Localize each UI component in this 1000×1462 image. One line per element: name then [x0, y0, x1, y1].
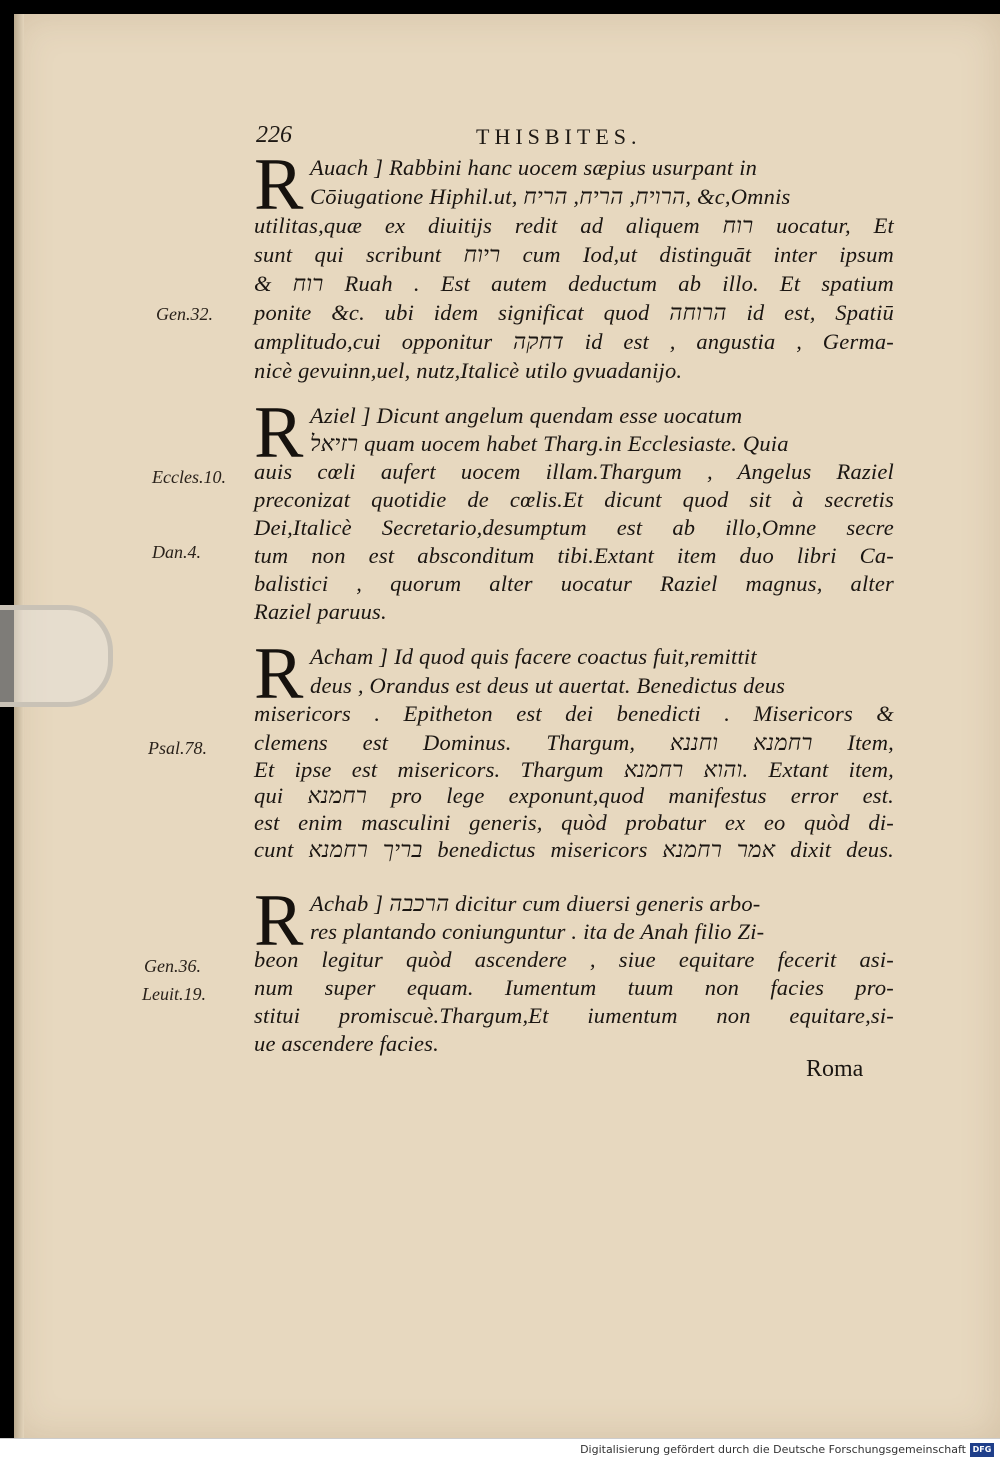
footer-credit: Digitalisierung gefördert durch die Deutsche Forschungsgemeinschaft: [580, 1443, 966, 1456]
drop-cap: R: [254, 880, 304, 962]
text-line: est enim masculini generis, quòd probatur ex eo quòd di-: [254, 810, 894, 835]
text-line: sunt qui scribunt ריוח cum Iod,ut distinguāt inter ipsum: [254, 242, 894, 267]
margin-note: Psal.78.: [148, 738, 208, 758]
text-line: clemens est Dominus. Thargum, רחמנא וחננא Item,: [254, 730, 894, 755]
text-line: res plantando coniunguntur . ita de Anah filio Zi-: [310, 919, 765, 944]
text-line: utilitas,quæ ex diuitijs redit ad aliquem רוח uocatur, Et: [254, 213, 894, 238]
text-line: Achab ] הרכבה dicitur cum diuersi generis arbo-: [310, 891, 761, 916]
text-line: Raziel paruus.: [254, 599, 387, 624]
text-line: deus , Orandus est deus ut auertat. Benedictus deus: [310, 673, 786, 698]
running-title: THISBITES.: [476, 124, 642, 149]
text-line: Dei,Italicè Secretario,desumptum est ab illo,Omne secre: [254, 515, 894, 540]
text-line: Et ipse est misericors. Thargum והוא רחמנא. Extant item,: [254, 757, 894, 782]
text-line: auis cœli aufert uocem illam.Thargum , Angelus Raziel: [254, 459, 894, 484]
text-line: misericors . Epitheton est dei benedicti . Misericors &: [254, 701, 894, 726]
text-line: balistici , quorum alter uocatur Raziel magnus, alter: [254, 571, 894, 596]
text-line: Acham ] Id quod quis facere coactus fuit,remittit: [310, 644, 757, 669]
text-line: Auach ] Rabbini hanc uocem sæpius usurpant in: [310, 155, 758, 180]
text-line: Cōiugatione Hiphil.ut, הרויח, הריח, הריח, &c,Omnis: [310, 184, 791, 209]
page-number: 226: [256, 122, 292, 148]
text-line: tum non est absconditum tibi.Extant item duo libri Ca-: [254, 543, 894, 568]
margin-note: Gen.32.: [156, 304, 213, 324]
text-line: num super equam. Iumentum tuum non facies pro-: [254, 975, 894, 1000]
text-line: stitui promiscuè.Thargum,Et iumentum non equitare,si-: [254, 1003, 894, 1028]
page-gutter-edge: [14, 14, 24, 1438]
text-line: preconizat quotidie de cœlis.Et dicunt quod sit à secretis: [254, 487, 894, 512]
text-line: & רוח Ruah . Est autem deductum ab illo. Et spatium: [254, 271, 894, 296]
text-line: nicè gevuinn,uel, nutz,Italicè utilo gvuadanijo.: [254, 358, 683, 383]
text-line: qui רחמנא pro lege exponunt,quod manifestus error est.: [254, 783, 894, 808]
catchword: Roma: [806, 1056, 864, 1082]
top-border: [0, 0, 1000, 14]
page-clip: [0, 605, 113, 707]
drop-cap: R: [254, 392, 304, 474]
margin-note: Eccles.10.: [152, 467, 226, 487]
text-line: Aziel ] Dicunt angelum quendam esse uocatum: [310, 403, 743, 428]
page-header: [256, 122, 896, 152]
text-line: cunt בריך רחמנא benedictus misericors אמר רחמנא dixit deus.: [254, 837, 894, 862]
dfg-logo: DFG: [970, 1443, 994, 1457]
margin-note: Gen.36.: [144, 956, 201, 976]
drop-cap: R: [254, 633, 304, 715]
text-line: ponite &c. ubi idem significat quod הרוחה id est, Spatiū: [254, 300, 895, 325]
text-line: רזיאל quam uocem habet Tharg.in Ecclesiaste. Quia: [310, 431, 789, 456]
text-line: beon legitur quòd ascendere , siue equitare fecerit asi-: [254, 947, 894, 972]
text-line: ue ascendere facies.: [254, 1031, 439, 1056]
text-line: amplitudo,cui opponitur דחקה id est , angustia , Germa-: [254, 329, 894, 354]
drop-cap: R: [254, 144, 304, 226]
margin-note: Dan.4.: [152, 542, 201, 562]
margin-note: Leuit.19.: [142, 984, 207, 1004]
footer-bar: [0, 1438, 1000, 1462]
